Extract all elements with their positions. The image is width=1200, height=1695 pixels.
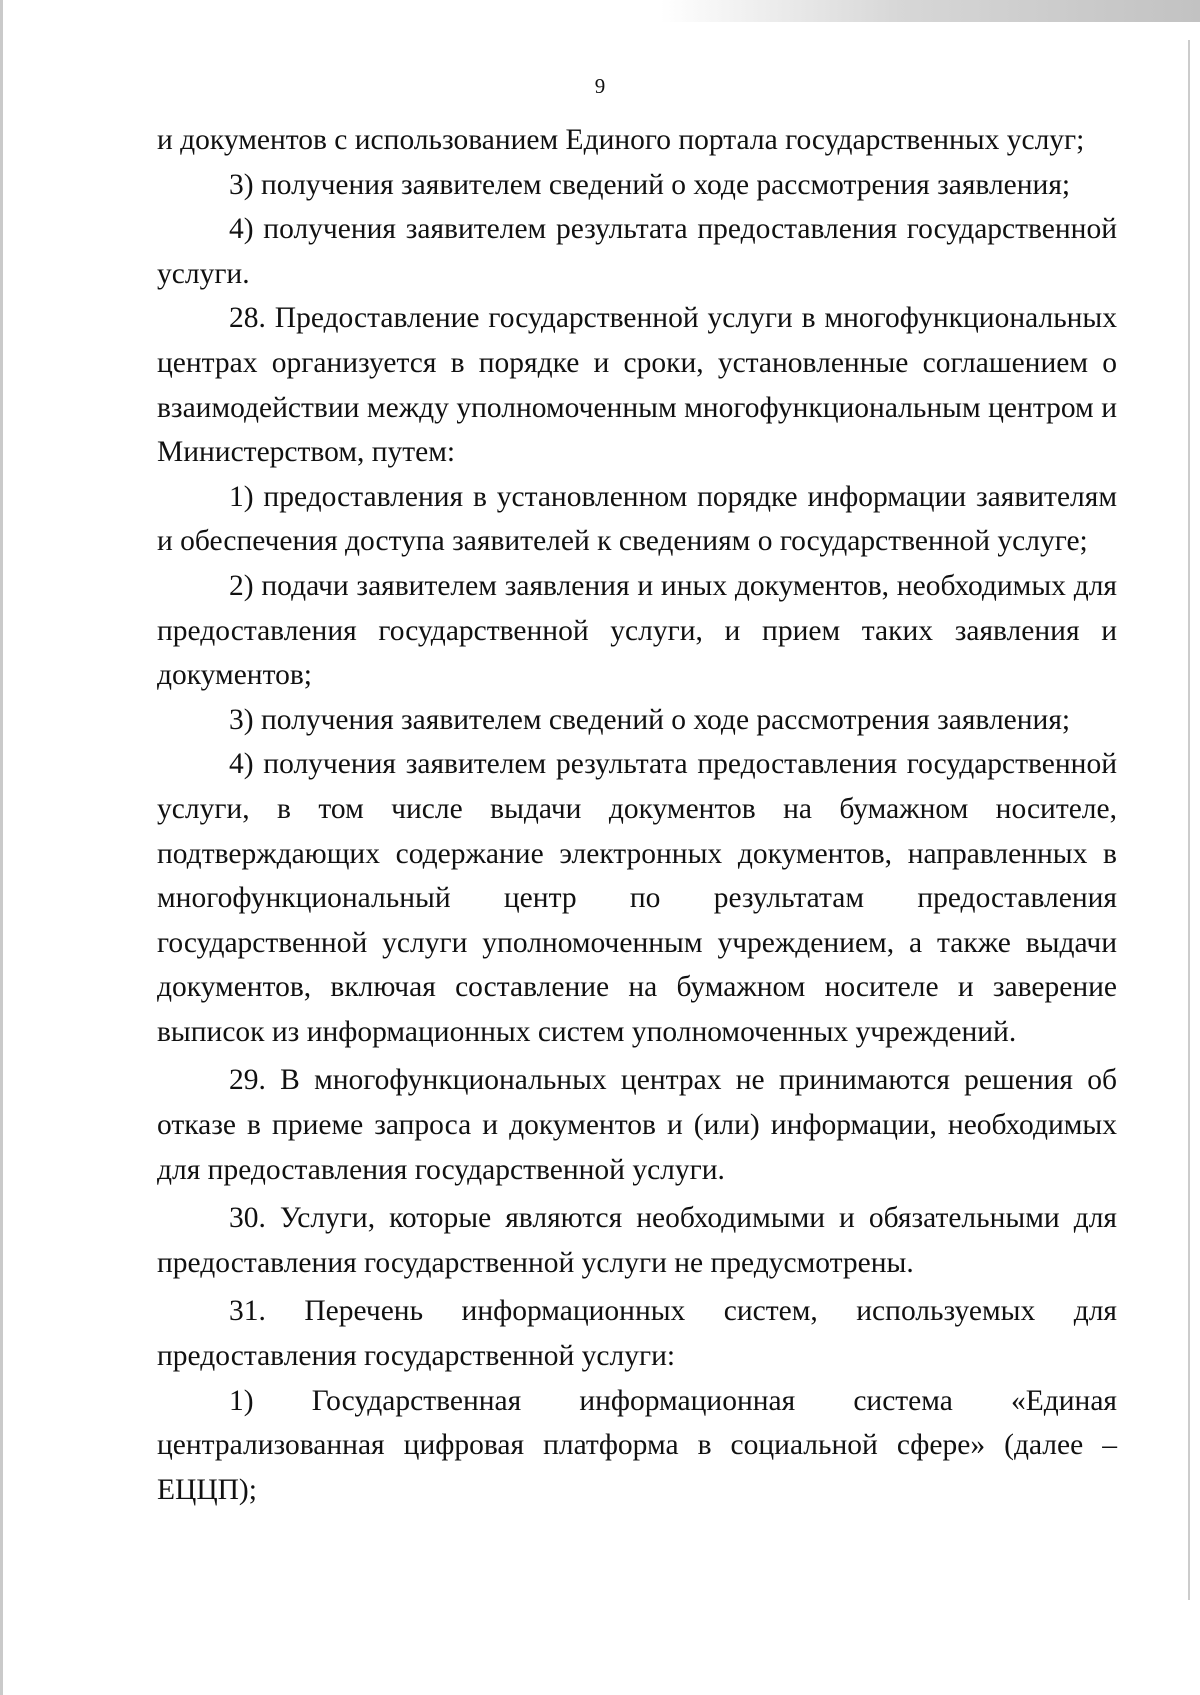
clause-28: 28. Предоставление государственной услуги в многофункциональных центрах организуется в порядке и сроки, установленные соглашением о взаимодействии между уполномоченным многофункциональным центром и Министерством, путем: — [157, 302, 1117, 469]
clause-30: 30. Услуги, которые являются необходимыми и обязательными для предоставления государственной услуги не предусмотрены. — [157, 1202, 1117, 1279]
clause-31: 31. Перечень информационных систем, используемых для предоставления государственной услуги: — [157, 1295, 1117, 1373]
scan-shadow-top — [0, 0, 1200, 22]
clause-28-item-1: 1) предоставления в установленном порядке информации заявителям и обеспечения доступа заявителей к сведениям о государственной услуге; — [157, 480, 1117, 558]
list-item-4: 4) получения заявителем результата предоставления государственной услуги. — [157, 213, 1117, 290]
scan-edge-right — [1188, 40, 1190, 1600]
page-number: 9 — [594, 74, 606, 98]
clause-31-item-1: 1) Государственная информационная система «Единая централизованная цифровая платформа в социальной сфере» (далее – ЕЦЦП); — [157, 1384, 1117, 1506]
clause-28-item-2: 2) подачи заявителем заявления и иных документов, необходимых для предоставления государственной услуги, и прием таких заявления и документов; — [157, 569, 1117, 692]
clause-28-item-3: 3) получения заявителем сведений о ходе рассмотрения заявления; — [229, 703, 1071, 736]
clause-29: 29. В многофункциональных центрах не принимаются решения об отказе в приеме запроса и документов и (или) информации, необходимых для предоставления государственной услуги. — [157, 1064, 1117, 1186]
scan-edge-left — [0, 0, 3, 1695]
document-body — [157, 118, 1117, 1512]
paragraph-continuation: и документов с использованием Единого портала государственных услуг; — [157, 124, 1085, 156]
clause-28-item-4: 4) получения заявителем результата предоставления государственной услуги, в том числе выдачи документов на бумажном носителе, подтверждающих содержание электронных документов, направленных в многофункциональный центр по результатам предоставления государственной услуги уполномоченным учреждением, а также выдачи документов, включая составление на бумажном носителе и заверение выписок из информационных систем уполномоченных учреждений. — [157, 748, 1117, 1048]
list-item-3: 3) получения заявителем сведений о ходе рассмотрения заявления; — [229, 168, 1071, 201]
